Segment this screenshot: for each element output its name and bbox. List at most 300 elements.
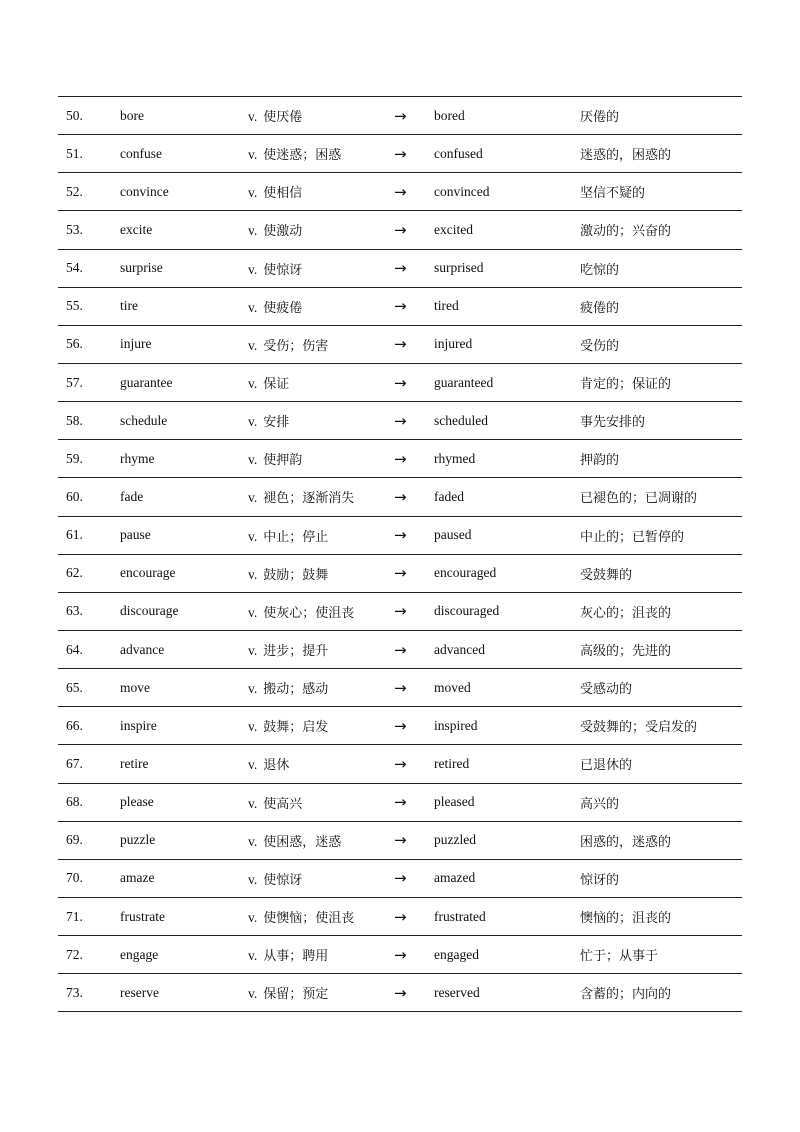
adjective-meaning-cell [580,554,742,592]
table-row [58,516,742,554]
part-of-speech: v. [248,719,258,735]
verb-meaning: 使惊讶 [263,872,303,888]
adjective-meaning: 受鼓舞的 [580,567,633,583]
verb-meaning-cell [248,974,394,1012]
table-row [58,325,742,363]
verb-cell [120,821,248,859]
verb-meaning-cell [248,592,394,630]
entry-number: 52. [66,183,83,199]
right-arrow-icon: → [394,831,407,850]
adjective-cell [434,135,580,173]
right-arrow-icon: → [394,335,407,354]
table-row [58,897,742,935]
vocabulary-table [58,96,742,1012]
arrow-cell [394,745,434,783]
right-arrow-icon: → [394,526,407,545]
adjective-meaning: 事先安排的 [580,415,646,431]
adjective-word: frustrated [434,908,486,924]
adjective-meaning: 含蓄的；内向的 [580,987,672,1003]
adjective-meaning: 中止的；已暂停的 [580,529,685,545]
arrow-cell [394,592,434,630]
adjective-meaning-cell [580,974,742,1012]
adjective-cell [434,630,580,668]
verb-meaning-cell [248,173,394,211]
adjective-cell [434,707,580,745]
adjective-cell [434,554,580,592]
adjective-cell [434,325,580,363]
part-of-speech: v. [248,109,258,125]
adjective-meaning-cell [580,363,742,401]
part-of-speech: v. [248,643,258,659]
verb-cell [120,402,248,440]
arrow-cell [394,135,434,173]
adjective-word: convinced [434,183,490,199]
adjective-meaning: 受鼓舞的；受启发的 [580,720,698,736]
adjective-word: inspired [434,717,478,733]
adjective-word: reserved [434,984,480,1000]
adjective-cell [434,211,580,249]
adjective-meaning: 受感动的 [580,682,633,698]
arrow-cell [394,249,434,287]
verb-word: retire [120,755,149,771]
table-row [58,402,742,440]
part-of-speech: v. [248,528,258,544]
verb-meaning-cell [248,363,394,401]
verb-meaning-cell [248,402,394,440]
part-of-speech: v. [248,299,258,315]
verb-cell [120,669,248,707]
right-arrow-icon: → [394,564,407,583]
verb-cell [120,97,248,135]
entry-number: 55. [66,298,83,314]
entry-number-cell [58,936,120,974]
verb-meaning: 使厌倦 [263,110,303,126]
verb-cell [120,516,248,554]
right-arrow-icon: → [394,220,407,239]
entry-number-cell [58,630,120,668]
part-of-speech: v. [248,833,258,849]
table-row [58,936,742,974]
verb-word: amaze [120,870,155,886]
entry-number: 53. [66,221,83,237]
adjective-word: advanced [434,641,485,657]
verb-meaning-cell [248,821,394,859]
verb-cell [120,745,248,783]
verb-meaning-cell [248,249,394,287]
adjective-word: surprised [434,260,484,276]
entry-number: 60. [66,488,83,504]
part-of-speech: v. [248,795,258,811]
entry-number: 72. [66,946,83,962]
adjective-word: tired [434,298,459,314]
part-of-speech: v. [248,604,258,620]
entry-number-cell [58,97,120,135]
verb-meaning-cell [248,211,394,249]
adjective-meaning: 忙于；从事于 [580,949,659,965]
right-arrow-icon: → [394,869,407,888]
verb-meaning: 使疲倦 [263,300,303,316]
right-arrow-icon: → [394,297,407,316]
adjective-word: moved [434,679,471,695]
verb-word: injure [120,336,152,352]
verb-cell [120,478,248,516]
verb-meaning: 中止；停止 [263,529,329,545]
part-of-speech: v. [248,490,258,506]
entry-number-cell [58,821,120,859]
table-row [58,249,742,287]
verb-word: surprise [120,260,163,276]
entry-number-cell [58,554,120,592]
adjective-meaning-cell [580,402,742,440]
arrow-cell [394,211,434,249]
verb-cell [120,554,248,592]
adjective-meaning: 惊讶的 [580,872,620,888]
table-row [58,821,742,859]
adjective-cell [434,402,580,440]
arrow-cell [394,554,434,592]
adjective-cell [434,592,580,630]
arrow-cell [394,783,434,821]
verb-meaning: 从事；聘用 [263,949,329,965]
entry-number: 70. [66,870,83,886]
adjective-meaning-cell [580,821,742,859]
verb-meaning: 搬动；感动 [263,682,329,698]
part-of-speech: v. [248,414,258,430]
adjective-meaning-cell [580,211,742,249]
verb-word: fade [120,488,144,504]
entry-number-cell [58,897,120,935]
verb-meaning-cell [248,707,394,745]
adjective-meaning-cell [580,249,742,287]
verb-word: inspire [120,717,157,733]
arrow-cell [394,402,434,440]
adjective-cell [434,249,580,287]
table-row [58,974,742,1012]
table-row [58,592,742,630]
arrow-cell [394,897,434,935]
entry-number: 59. [66,450,83,466]
adjective-meaning: 押韵的 [580,453,620,469]
adjective-meaning-cell [580,135,742,173]
verb-meaning-cell [248,325,394,363]
adjective-meaning: 激动的；兴奋的 [580,224,672,240]
verb-meaning: 使懊恼；使沮丧 [263,911,355,927]
part-of-speech: v. [248,376,258,392]
right-arrow-icon: → [394,373,407,392]
entry-number: 65. [66,679,83,695]
part-of-speech: v. [248,223,258,239]
verb-meaning-cell [248,783,394,821]
verb-meaning: 褪色；逐渐消失 [263,491,355,507]
adjective-meaning-cell [580,707,742,745]
entry-number-cell [58,211,120,249]
adjective-meaning-cell [580,783,742,821]
adjective-meaning-cell [580,516,742,554]
verb-meaning-cell [248,478,394,516]
adjective-meaning: 困惑的，迷惑的 [580,834,672,850]
verb-word: discourage [120,603,179,619]
verb-meaning-cell [248,135,394,173]
adjective-meaning-cell [580,287,742,325]
adjective-cell [434,974,580,1012]
adjective-cell [434,745,580,783]
adjective-word: scheduled [434,412,488,428]
entry-number-cell [58,783,120,821]
entry-number-cell [58,173,120,211]
verb-cell [120,783,248,821]
adjective-cell [434,821,580,859]
entry-number-cell [58,249,120,287]
verb-meaning-cell [248,554,394,592]
arrow-cell [394,325,434,363]
adjective-meaning-cell [580,592,742,630]
entry-number: 56. [66,336,83,352]
adjective-word: rhymed [434,450,476,466]
verb-word: reserve [120,984,159,1000]
verb-meaning: 使灰心；使沮丧 [263,605,355,621]
right-arrow-icon: → [394,259,407,278]
part-of-speech: v. [248,337,258,353]
entry-number: 67. [66,755,83,771]
table-row [58,97,742,135]
adjective-cell [434,363,580,401]
adjective-cell [434,669,580,707]
entry-number: 51. [66,145,83,161]
verb-word: tire [120,298,138,314]
verb-cell [120,974,248,1012]
arrow-cell [394,669,434,707]
entry-number-cell [58,669,120,707]
entry-number-cell [58,135,120,173]
adjective-meaning: 高级的；先进的 [580,644,672,660]
verb-meaning: 使困惑，迷惑 [263,834,342,850]
verb-word: confuse [120,145,162,161]
table-row [58,478,742,516]
entry-number: 64. [66,641,83,657]
verb-word: schedule [120,412,168,428]
entry-number: 58. [66,412,83,428]
table-row [58,859,742,897]
part-of-speech: v. [248,261,258,277]
adjective-word: paused [434,527,472,543]
adjective-word: puzzled [434,832,476,848]
adjective-word: encouraged [434,565,497,581]
verb-meaning-cell [248,516,394,554]
entry-number: 66. [66,717,83,733]
verb-cell [120,135,248,173]
table-row [58,440,742,478]
arrow-cell [394,974,434,1012]
adjective-meaning-cell [580,630,742,668]
verb-meaning-cell [248,936,394,974]
right-arrow-icon: → [394,487,407,506]
verb-cell [120,173,248,211]
table-row [58,630,742,668]
verb-word: guarantee [120,374,173,390]
adjective-word: faded [434,488,464,504]
entry-number: 69. [66,832,83,848]
right-arrow-icon: → [394,754,407,773]
entry-number: 68. [66,794,83,810]
adjective-cell [434,897,580,935]
adjective-word: confused [434,145,483,161]
right-arrow-icon: → [394,716,407,735]
verb-cell [120,630,248,668]
verb-word: rhyme [120,450,155,466]
right-arrow-icon: → [394,793,407,812]
right-arrow-icon: → [394,640,407,659]
right-arrow-icon: → [394,602,407,621]
adjective-meaning: 灰心的；沮丧的 [580,605,672,621]
arrow-cell [394,173,434,211]
entry-number: 50. [66,107,83,123]
table-row [58,287,742,325]
adjective-word: excited [434,221,473,237]
verb-word: move [120,679,150,695]
arrow-cell [394,516,434,554]
part-of-speech: v. [248,910,258,926]
verb-meaning-cell [248,97,394,135]
adjective-word: retired [434,755,470,771]
verb-meaning: 鼓励；鼓舞 [263,567,329,583]
right-arrow-icon: → [394,144,407,163]
entry-number-cell [58,325,120,363]
arrow-cell [394,859,434,897]
right-arrow-icon: → [394,411,407,430]
verb-cell [120,440,248,478]
verb-word: encourage [120,565,176,581]
entry-number: 54. [66,260,83,276]
entry-number-cell [58,402,120,440]
table-row [58,211,742,249]
adjective-meaning-cell [580,897,742,935]
verb-cell [120,859,248,897]
verb-cell [120,936,248,974]
verb-meaning: 保证 [263,377,290,393]
adjective-meaning-cell [580,440,742,478]
verb-meaning: 安排 [263,415,290,431]
part-of-speech: v. [248,757,258,773]
verb-meaning: 使惊讶 [263,262,303,278]
table-row [58,173,742,211]
right-arrow-icon: → [394,678,407,697]
arrow-cell [394,936,434,974]
adjective-word: engaged [434,946,479,962]
verb-word: pause [120,527,151,543]
verb-word: advance [120,641,165,657]
adjective-meaning-cell [580,859,742,897]
verb-meaning-cell [248,859,394,897]
part-of-speech: v. [248,681,258,697]
entry-number-cell [58,707,120,745]
arrow-cell [394,363,434,401]
adjective-meaning: 疲倦的 [580,300,620,316]
table-row [58,669,742,707]
table-row [58,363,742,401]
adjective-meaning: 厌倦的 [580,110,620,126]
entry-number-cell [58,363,120,401]
adjective-meaning: 已退休的 [580,758,633,774]
entry-number-cell [58,859,120,897]
verb-word: excite [120,221,153,237]
entry-number: 71. [66,908,83,924]
entry-number-cell [58,287,120,325]
verb-cell [120,592,248,630]
arrow-cell [394,707,434,745]
adjective-meaning-cell [580,325,742,363]
verb-cell [120,249,248,287]
verb-meaning: 退休 [263,758,290,774]
adjective-cell [434,287,580,325]
verb-meaning: 使押韵 [263,453,303,469]
right-arrow-icon: → [394,945,407,964]
right-arrow-icon: → [394,106,407,125]
entry-number: 73. [66,984,83,1000]
verb-meaning-cell [248,440,394,478]
adjective-meaning: 坚信不疑的 [580,186,646,202]
verb-cell [120,211,248,249]
adjective-word: amazed [434,870,476,886]
adjective-meaning-cell [580,669,742,707]
entry-number-cell [58,745,120,783]
adjective-meaning: 高兴的 [580,796,620,812]
adjective-meaning-cell [580,745,742,783]
adjective-meaning: 懊恼的；沮丧的 [580,911,672,927]
part-of-speech: v. [248,452,258,468]
table-row [58,745,742,783]
table-row [58,783,742,821]
verb-cell [120,363,248,401]
verb-meaning: 进步；提升 [263,644,329,660]
entry-number: 57. [66,374,83,390]
entry-number-cell [58,974,120,1012]
adjective-cell [434,478,580,516]
entry-number-cell [58,592,120,630]
arrow-cell [394,478,434,516]
adjective-meaning: 肯定的；保证的 [580,377,672,393]
verb-word: bore [120,107,144,123]
adjective-cell [434,783,580,821]
right-arrow-icon: → [394,182,407,201]
part-of-speech: v. [248,871,258,887]
verb-cell [120,707,248,745]
verb-meaning-cell [248,745,394,783]
adjective-cell [434,859,580,897]
verb-meaning-cell [248,669,394,707]
vocabulary-table-body [58,97,742,1012]
entry-number: 63. [66,603,83,619]
arrow-cell [394,440,434,478]
adjective-cell [434,516,580,554]
adjective-word: discouraged [434,603,500,619]
verb-word: convince [120,183,169,199]
arrow-cell [394,630,434,668]
verb-meaning: 使相信 [263,186,303,202]
entry-number: 61. [66,527,83,543]
part-of-speech: v. [248,986,258,1002]
verb-meaning: 鼓舞；启发 [263,720,329,736]
verb-word: frustrate [120,908,165,924]
verb-meaning: 使迷惑；困惑 [263,148,342,164]
part-of-speech: v. [248,566,258,582]
adjective-cell [434,173,580,211]
verb-meaning-cell [248,630,394,668]
entry-number-cell [58,516,120,554]
entry-number-cell [58,478,120,516]
adjective-cell [434,97,580,135]
arrow-cell [394,287,434,325]
arrow-cell [394,821,434,859]
